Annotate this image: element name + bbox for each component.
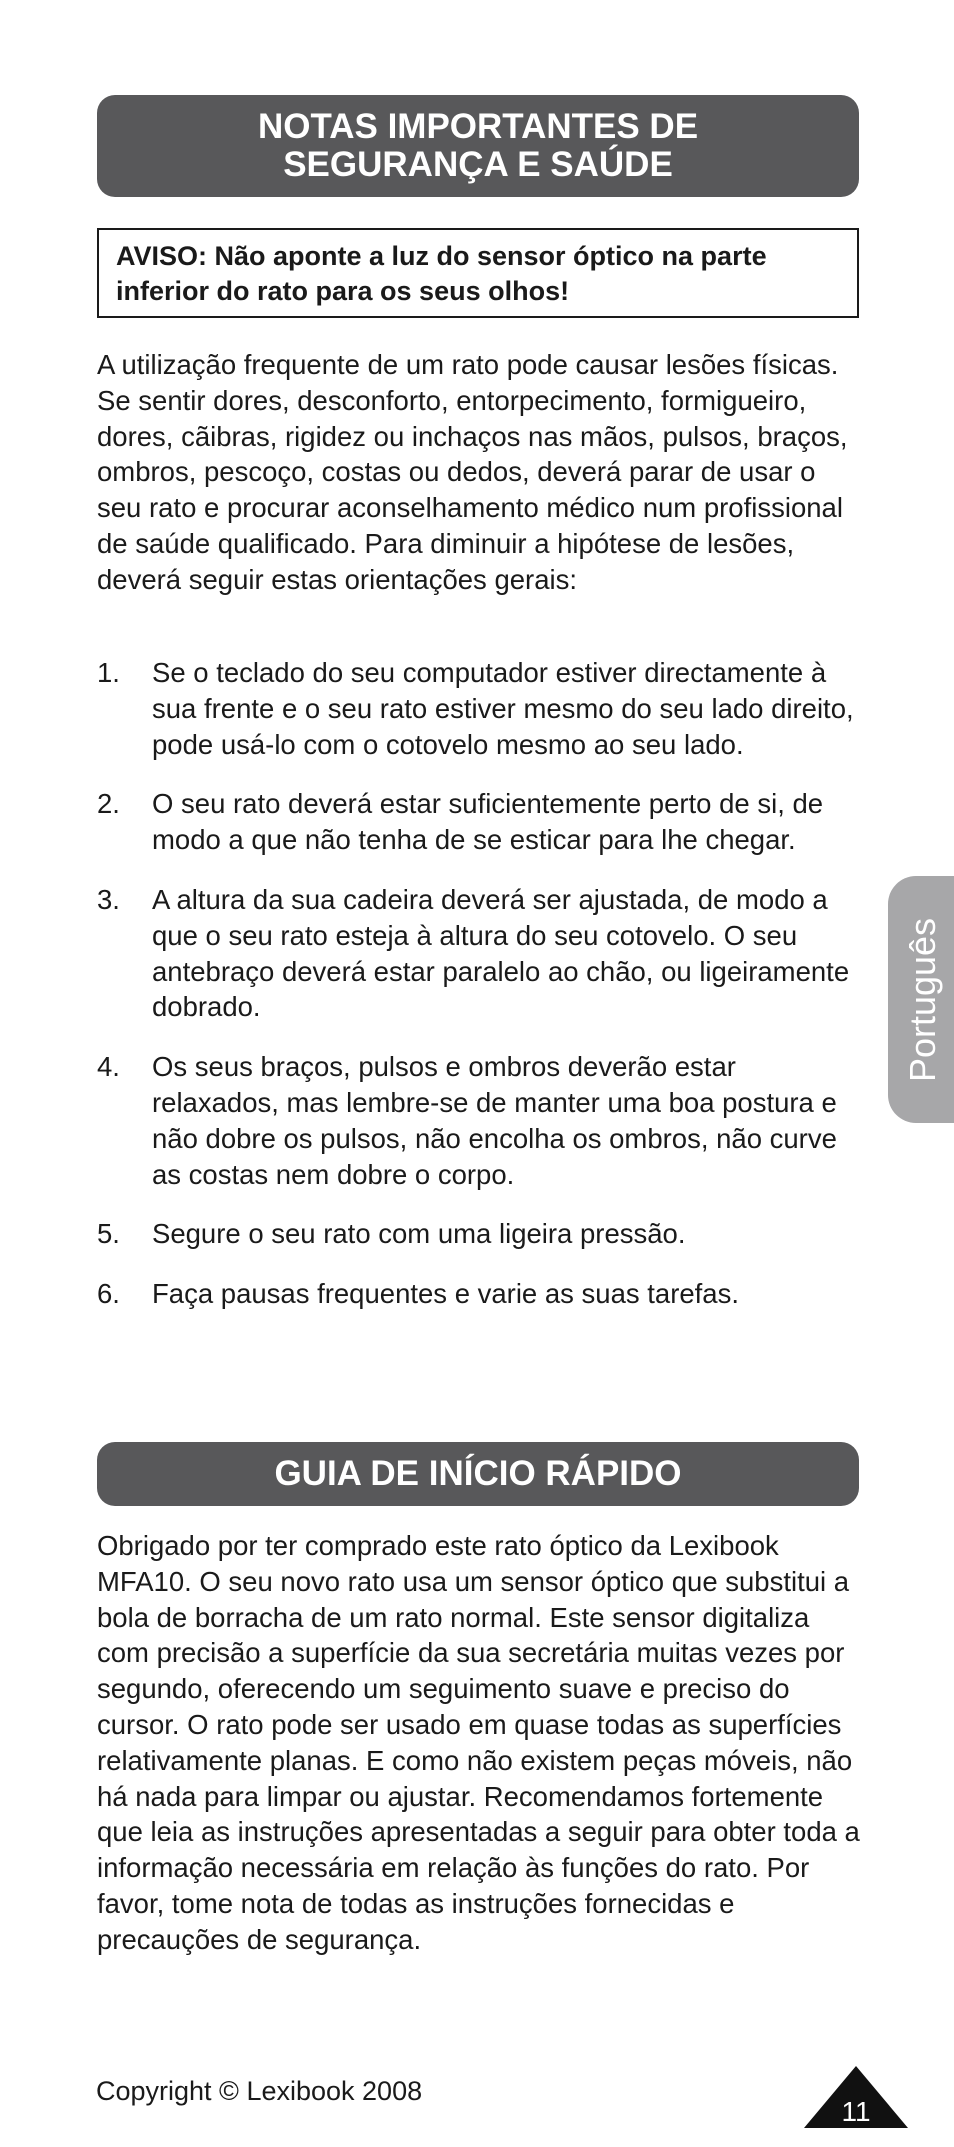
list-item-number: 4.: [97, 1051, 120, 1083]
language-side-tab: [888, 876, 954, 1123]
list-item-text: A altura da sua cadeira deverá ser ajustada, de modo a que o seu rato esteja à altura do seu cotovelo. O seu antebraço deverá estar paralelo ao chão, ou ligeiramente dobrado.: [152, 883, 850, 1023]
quick-start-title: GUIA DE INÍCIO RÁPIDO: [274, 1454, 682, 1493]
list-item: [97, 655, 867, 762]
list-item: [97, 1276, 867, 1312]
list-item-text: O seu rato deverá estar suficientemente perto de si, de modo a que não tenha de se esticar para lhe chegar.: [152, 788, 824, 856]
safety-title-line2: SEGURANÇA E SAÚDE: [283, 145, 673, 184]
copyright-notice: Copyright © Lexibook 2008: [96, 2076, 423, 2106]
list-item-number: 2.: [97, 788, 120, 820]
list-item: [97, 882, 867, 1025]
page-number: 11: [841, 2096, 871, 2127]
quick-start-paragraph: Obrigado por ter comprado este rato óptico da Lexibook MFA10. O seu novo rato usa um sensor óptico que substitui a bola de borracha de um rato normal. Este sensor digitaliza com precisão a superfície da sua secretária muitas vezes por segundo, oferecendo um seguimento suave e preciso do cursor. O rato pode ser usado em quase todas as superfícies relativamente planas. E como não existem peças móveis, não há nada para limpar ou ajustar. Recomendamos fortemente que leia as instruções apresentadas a seguir para obter toda a informação necessária em relação às funções do rato. Por favor, tome nota de todas as instruções fornecidas e precauções de segurança.: [97, 1530, 860, 1955]
list-item-number: 1.: [97, 657, 120, 688]
language-tab-label: Português: [902, 917, 943, 1082]
safety-rules-list: [97, 655, 867, 1336]
list-item-number: 5.: [97, 1218, 120, 1250]
quick-start-section-header: [97, 1442, 859, 1506]
list-item-number: 6.: [97, 1278, 120, 1310]
list-item: [97, 786, 867, 858]
safety-intro-paragraph: A utilização frequente de um rato pode causar lesões físicas. Se sentir dores, desconforto, entorpecimento, formigueiro, dores, cãibras, rigidez ou inchaços nas mãos, pulsos, braços, ombros, pescoço, costas ou dedos, deverá parar de usar o seu rato e procurar aconselhamento médico num profissional de saúde qualificado. Para diminuir a hipótese de lesões, deverá seguir estas orientações gerais:: [97, 349, 848, 595]
list-item-number: 3.: [97, 883, 120, 915]
safety-section-header: [97, 95, 859, 197]
list-item-text: Os seus braços, pulsos e ombros deverão estar relaxados, mas lembre-se de manter uma boa postura e não dobre os pulsos, não encolha os ombros, não curve as costas nem dobre o corpo.: [152, 1051, 837, 1190]
list-item-text: Faça pausas frequentes e varie as suas tarefas.: [152, 1278, 739, 1310]
safety-title-line1: NOTAS IMPORTANTES DE: [257, 107, 699, 146]
warning-box: AVISO: Não aponte a luz do sensor óptico na parte inferior do rato para os seus olhos!: [97, 228, 859, 318]
list-item: [97, 1049, 867, 1192]
list-item-text: Se o teclado do seu computador estiver directamente à sua frente e o seu rato estiver mesmo do seu lado direito, pode usá-lo com o cotovelo mesmo ao seu lado.: [152, 657, 854, 760]
list-item-text: Segure o seu rato com uma ligeira pressão.: [152, 1218, 686, 1250]
list-item: [97, 1216, 867, 1252]
